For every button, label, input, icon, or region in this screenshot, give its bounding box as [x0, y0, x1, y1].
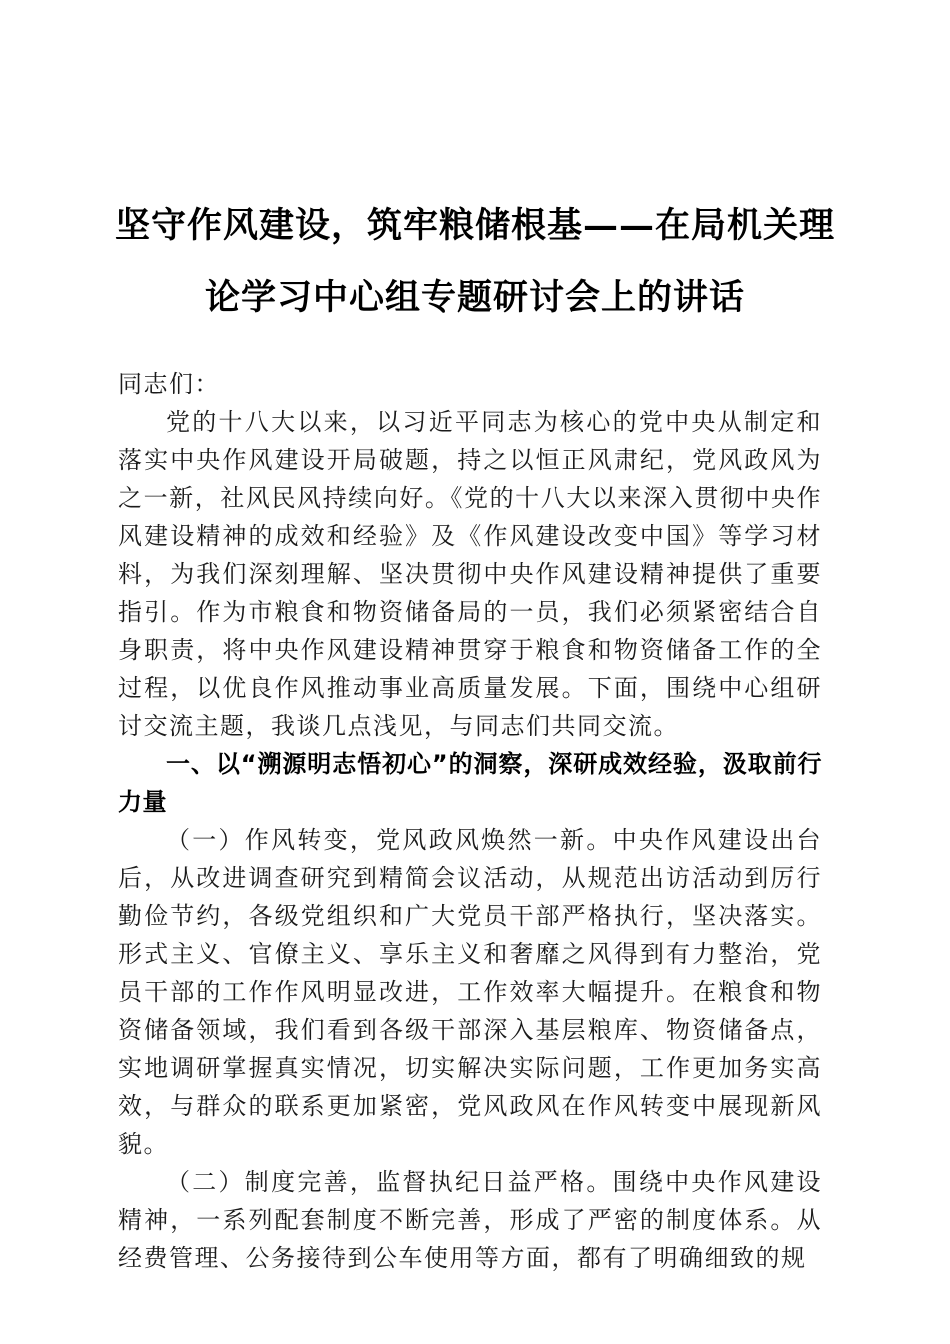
subsection-body-2: 围绕中央作风建设精神，一系列配套制度不断完善，形成了严密的制度体系。从经费管理、公务接待到公车使用等方面，都有了明确细致的规 — [118, 1168, 823, 1272]
subsection-body-1: 中央作风建设出台后，从改进调查研究到精简会议活动，从规范出访活动到厉行勤俭节约，各级党组织和广大党员干部严格执行，坚决落实。形式主义、官僚主义、享乐主义和奢靡之风得到有力整治，党员干部的工作作风明显改进，工作效率大幅提升。在粮食和物资储备领域，我们看到各级干部深入基层粮库、物资储备点，实地调研掌握真实情况，切实解决实际问题，工作更加务实高效，与群众的联系更加紧密，党风政风在作风转变中展现新风貌。 — [118, 826, 823, 1158]
subsection-paragraph-2 — [118, 1163, 822, 1277]
intro-paragraph: 党的十八大以来，以习近平同志为核心的党中央从制定和落实中央作风建设开局破题，持之以恒正风肃纪，党风政风为之一新，社风民风持续向好。《党的十八大以来深入贯彻中央作风建设精神的成效和经验》及《作风建设改变中国》等学习材料，为我们深刻理解、坚决贯彻中央作风建设精神提供了重要指引。作为市粮食和物资储备局的一员，我们必须紧密结合自身职责，将中央作风建设精神贯穿于粮食和物资储备工作的全过程，以优良作风推动事业高质量发展。下面，围绕中心组研讨交流主题，我谈几点浅见，与同志们共同交流。 — [118, 408, 822, 740]
document-body — [118, 365, 822, 1277]
subsection-heading-2: （二）制度完善，监督执纪日益严格。 — [166, 1168, 613, 1196]
salutation: 同志们： — [118, 370, 220, 398]
document-title — [110, 190, 840, 334]
subsection-paragraph-1 — [118, 821, 822, 1163]
subsection-heading-1: （一）作风转变，党风政风焕然一新。 — [166, 826, 613, 854]
title-line-2: 论学习中心组专题研讨会上的讲话 — [204, 277, 745, 318]
section-heading-1: 一、以“溯源明志悟初心”的洞察，深研成效经验，汲取前行力量 — [118, 750, 822, 816]
title-line-1: 坚守作风建设，筑牢粮储根基——在局机关理 — [114, 205, 835, 246]
